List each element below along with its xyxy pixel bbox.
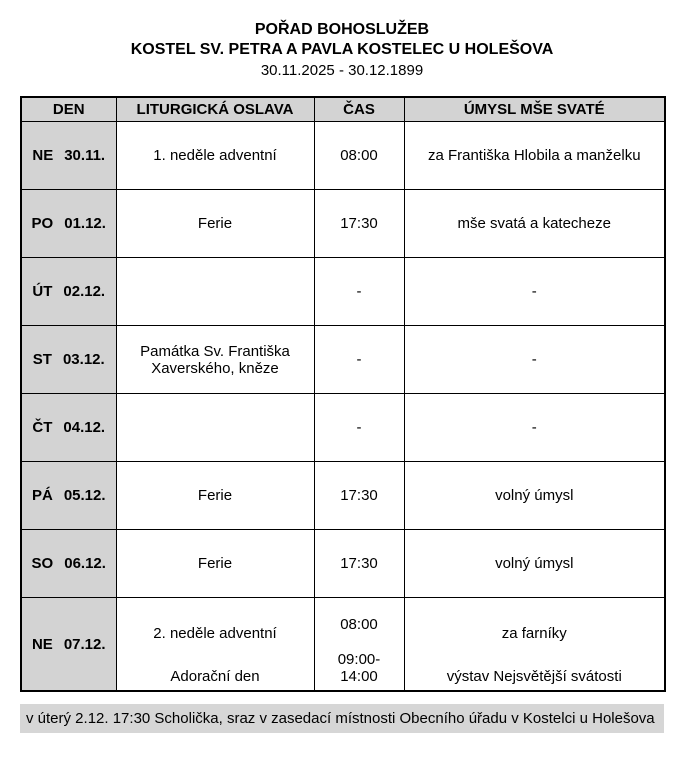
day-cell: [21, 462, 116, 530]
time-cell: [314, 598, 404, 692]
day-cell: [21, 258, 116, 326]
intention-line-2: výstav Nejsvětější svátosti: [446, 668, 622, 685]
time-cell: 17:30: [314, 530, 404, 598]
date-range: 30.11.2025 - 30.12.1899: [260, 62, 424, 79]
time-cell: 17:30: [314, 462, 404, 530]
day-abbr: NE: [32, 147, 54, 164]
day-abbr: ČT: [32, 419, 53, 436]
time-cell: -: [314, 394, 404, 462]
day-date: 30.11.: [64, 147, 106, 164]
day-cell: [21, 190, 116, 258]
day-date: 07.12.: [63, 635, 106, 653]
liturgy-cell: [116, 598, 314, 692]
day-date: 05.12.: [63, 487, 106, 504]
church-title: KOSTEL SV. PETRA A PAVLA KOSTELEC U HOLEŠOVA: [130, 41, 554, 58]
col-header-umysl: ÚMYSL MŠE SVATÉ: [404, 97, 665, 122]
day-abbr: SO: [31, 555, 54, 572]
col-header-liturgicka-oslava: LITURGICKÁ OSLAVA: [116, 97, 314, 122]
page-title: POŘAD BOHOSLUŽEB: [254, 21, 430, 38]
day-date: 02.12.: [63, 283, 106, 300]
intention-cell: [404, 598, 665, 692]
table-row: [21, 530, 665, 598]
liturgy-cell: Ferie: [116, 462, 314, 530]
footer-note: v úterý 2.12. 17:30 Scholička, sraz v zasedací místnosti Obecního úřadu v Kostelci u Holešova: [20, 704, 664, 733]
time-line-1: 08:00: [340, 616, 378, 633]
liturgy-line-1: 2. neděle adventní: [153, 624, 277, 642]
intention-cell: za Františka Hlobila a manželku: [404, 122, 665, 190]
col-header-den: DEN: [21, 97, 116, 122]
intention-cell: -: [404, 258, 665, 326]
day-cell: [21, 598, 116, 692]
liturgy-cell: Ferie: [116, 190, 314, 258]
day-abbr: ÚT: [32, 283, 53, 300]
table-row: [21, 190, 665, 258]
liturgy-cell: [116, 258, 314, 326]
table-row: [21, 598, 665, 692]
day-abbr: NE: [31, 635, 53, 653]
liturgy-cell: Památka Sv. Františka Xaverského, kněze: [116, 326, 314, 394]
table-row: [21, 326, 665, 394]
intention-line-1: za farníky: [501, 624, 567, 642]
intention-cell: volný úmysl: [404, 530, 665, 598]
table-header-row: [21, 97, 665, 122]
intention-cell: volný úmysl: [404, 462, 665, 530]
col-header-cas: ČAS: [314, 97, 404, 122]
liturgy-cell: [116, 394, 314, 462]
schedule-table: [20, 96, 666, 692]
table-row: [21, 122, 665, 190]
day-cell: [21, 394, 116, 462]
day-cell: [21, 122, 116, 190]
day-cell: [21, 530, 116, 598]
day-abbr: ST: [32, 351, 52, 368]
liturgy-line-2: Adorační den: [170, 668, 260, 685]
table-row: [21, 394, 665, 462]
liturgy-cell: 1. neděle adventní: [116, 122, 314, 190]
table-row: [21, 462, 665, 530]
time-cell: -: [314, 258, 404, 326]
day-date: 04.12.: [63, 419, 106, 436]
time-cell: 08:00: [314, 122, 404, 190]
day-date: 06.12.: [64, 555, 106, 572]
liturgy-cell: Ferie: [116, 530, 314, 598]
day-abbr: PÁ: [31, 487, 53, 504]
day-cell: [21, 326, 116, 394]
day-date: 01.12.: [64, 215, 106, 232]
intention-cell: mše svatá a katecheze: [404, 190, 665, 258]
intention-cell: -: [404, 394, 665, 462]
day-abbr: PO: [31, 215, 54, 232]
time-line-2: 09:00-14:00: [337, 651, 381, 685]
time-cell: -: [314, 326, 404, 394]
table-row: [21, 258, 665, 326]
time-cell: 17:30: [314, 190, 404, 258]
document-header: [20, 20, 664, 81]
day-date: 03.12.: [62, 351, 105, 368]
intention-cell: -: [404, 326, 665, 394]
